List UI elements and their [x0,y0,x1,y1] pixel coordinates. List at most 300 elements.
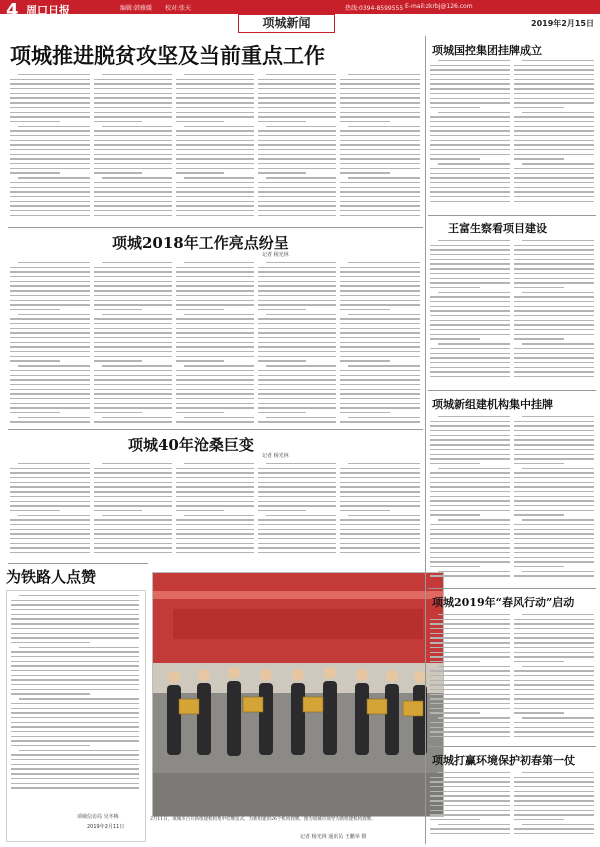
text-line-placeholder [94,149,172,150]
text-line-placeholder [514,472,594,473]
text-line-placeholder [10,271,90,272]
text-line-placeholder [514,334,594,335]
party-headline: 项城新组建机构集中挂牌 [432,398,553,411]
text-line-placeholder [514,482,594,483]
text-line-placeholder [340,552,420,553]
text-line-placeholder [10,154,90,155]
text-line-placeholder [438,292,510,293]
text-line-placeholder [94,172,142,173]
text-line-placeholder [11,642,90,643]
text-line-placeholder [176,140,254,141]
text-line-placeholder [514,703,594,704]
text-line-placeholder [176,482,254,483]
text-line-placeholder [176,398,254,399]
text-line-placeholder [514,500,594,501]
text-line-placeholder [176,501,254,502]
text-line-placeholder [176,309,224,310]
text-line-placeholder [340,393,420,394]
text-line-placeholder [176,510,224,511]
article-2018-col-4 [258,262,336,427]
text-line-placeholder [258,97,336,98]
text-line-placeholder [514,529,594,530]
env-col-1 [430,772,510,842]
text-line-placeholder [430,810,510,811]
text-line-placeholder [430,703,510,704]
text-line-placeholder [514,116,594,117]
text-line-placeholder [430,306,510,307]
text-line-placeholder [430,633,510,634]
text-line-placeholder [340,482,420,483]
text-line-placeholder [438,519,510,520]
text-line-placeholder [340,168,420,169]
text-line-placeholder [258,205,336,206]
text-line-placeholder [94,482,172,483]
guokong-col-1 [430,60,510,210]
guokong-col-2 [514,60,594,210]
text-line-placeholder [94,163,172,164]
text-line-placeholder [10,187,90,188]
text-line-placeholder [514,675,594,676]
text-line-placeholder [430,334,510,335]
text-line-placeholder [10,267,90,268]
text-line-placeholder [94,187,172,188]
text-line-placeholder [340,370,420,371]
text-line-placeholder [10,93,90,94]
text-line-placeholder [258,93,336,94]
text-line-placeholder [176,318,254,319]
text-line-placeholder [340,205,420,206]
text-line-placeholder [430,430,510,431]
text-line-placeholder [18,515,90,516]
text-line-placeholder [430,491,510,492]
text-line-placeholder [10,332,90,333]
text-line-placeholder [258,505,336,506]
text-line-placeholder [94,472,172,473]
text-line-placeholder [438,163,510,164]
text-line-placeholder [176,267,254,268]
text-line-placeholder [266,177,336,178]
text-line-placeholder [514,477,594,478]
text-line-placeholder [176,79,254,80]
text-line-placeholder [340,295,420,296]
text-line-placeholder [258,88,336,89]
text-line-placeholder [340,210,420,211]
text-line-placeholder [19,750,139,751]
text-line-placeholder [430,458,510,459]
text-line-placeholder [10,412,60,413]
text-line-placeholder [176,370,254,371]
text-line-placeholder [514,79,594,80]
text-line-placeholder [258,328,336,329]
text-line-placeholder [340,505,420,506]
text-line-placeholder [340,323,420,324]
text-line-placeholder [340,547,420,548]
text-line-placeholder [258,342,336,343]
ceremony-photo [152,572,444,817]
divider [8,429,423,430]
text-line-placeholder [176,384,254,385]
text-line-placeholder [340,375,420,376]
column-title: 项城新闻 [238,14,335,33]
text-line-placeholder [340,158,420,159]
text-line-placeholder [514,819,564,820]
text-line-placeholder [430,543,510,544]
text-line-placeholder [11,628,139,629]
text-line-placeholder [514,454,594,455]
text-line-placeholder [514,140,594,141]
text-line-placeholder [430,173,510,174]
text-line-placeholder [430,130,510,131]
text-line-placeholder [11,675,139,676]
text-line-placeholder [438,772,510,773]
text-line-placeholder [94,201,172,202]
text-line-placeholder [430,698,510,699]
text-line-placeholder [11,679,139,680]
text-line-placeholder [94,547,172,548]
text-line-placeholder [94,496,172,497]
text-line-placeholder [94,407,172,408]
text-line-placeholder [176,116,254,117]
text-line-placeholder [10,547,90,548]
text-line-placeholder [94,421,172,422]
text-line-placeholder [184,126,254,127]
text-line-placeholder [430,533,510,534]
text-line-placeholder [11,614,139,615]
text-line-placeholder [430,140,510,141]
text-line-placeholder [11,722,139,723]
text-line-placeholder [258,543,336,544]
text-line-placeholder [11,661,139,662]
text-line-placeholder [258,83,336,84]
text-line-placeholder [522,468,594,469]
text-line-placeholder [514,158,564,159]
text-line-placeholder [18,262,90,263]
text-line-placeholder [10,116,90,117]
text-line-placeholder [514,338,564,339]
spring-col-1 [430,614,510,744]
text-line-placeholder [438,614,510,615]
article-40-col-4 [258,463,336,561]
text-line-placeholder [94,97,172,98]
text-line-placeholder [184,515,254,516]
text-line-placeholder [258,144,336,145]
text-line-placeholder [94,102,172,103]
text-line-placeholder [430,296,510,297]
text-line-placeholder [94,271,172,272]
text-line-placeholder [438,112,510,113]
text-line-placeholder [258,384,336,385]
text-line-placeholder [430,833,510,834]
text-line-placeholder [11,740,139,741]
text-line-placeholder [94,538,172,539]
text-line-placeholder [258,201,336,202]
text-line-placeholder [430,800,510,801]
text-line-placeholder [94,519,172,520]
text-line-placeholder [176,88,254,89]
text-line-placeholder [340,116,420,117]
text-line-placeholder [176,154,254,155]
text-line-placeholder [94,83,172,84]
wangfu-col-1 [430,240,510,385]
text-line-placeholder [522,824,594,825]
text-line-placeholder [340,412,390,413]
text-line-placeholder [514,514,564,515]
text-line-placeholder [430,439,510,440]
text-line-placeholder [430,102,510,103]
text-line-placeholder [514,353,594,354]
text-line-placeholder [430,524,510,525]
main-article-col-1 [10,74,90,224]
text-line-placeholder [10,281,90,282]
text-line-placeholder [258,524,336,525]
text-line-placeholder [10,552,90,553]
text-line-placeholder [514,348,594,349]
text-line-placeholder [184,365,254,366]
text-line-placeholder [514,458,594,459]
text-line-placeholder [430,736,510,737]
text-line-placeholder [10,538,90,539]
byline-2018: 记者 杨光林 [262,252,289,258]
text-line-placeholder [514,329,594,330]
text-line-placeholder [94,389,172,390]
text-line-placeholder [430,482,510,483]
text-line-placeholder [430,182,510,183]
text-line-placeholder [10,398,90,399]
text-line-placeholder [340,346,420,347]
text-line-placeholder [514,619,594,620]
text-line-placeholder [430,168,510,169]
text-line-placeholder [94,337,172,338]
text-line-placeholder [514,652,594,653]
text-line-placeholder [258,309,306,310]
text-line-placeholder [94,191,172,192]
text-line-placeholder [514,689,594,690]
text-line-placeholder [348,515,420,516]
text-line-placeholder [340,519,420,520]
text-line-placeholder [94,285,172,286]
text-line-placeholder [102,262,172,263]
text-line-placeholder [11,623,139,624]
text-line-placeholder [430,547,510,548]
text-line-placeholder [176,389,254,390]
text-line-placeholder [430,496,510,497]
text-line-placeholder [340,107,420,108]
text-line-placeholder [340,332,420,333]
text-line-placeholder [10,309,60,310]
text-line-placeholder [10,304,90,305]
text-line-placeholder [340,510,390,511]
text-line-placeholder [258,547,336,548]
text-line-placeholder [184,74,254,75]
text-line-placeholder [176,158,254,159]
text-line-placeholder [10,323,90,324]
text-line-placeholder [10,135,90,136]
guokong-headline: 项城国控集团挂牌成立 [432,44,542,57]
text-line-placeholder [430,107,480,108]
text-line-placeholder [94,210,172,211]
text-line-placeholder [176,412,224,413]
text-line-placeholder [11,787,139,788]
text-line-placeholder [10,519,90,520]
text-line-placeholder [430,154,510,155]
text-line-placeholder [94,318,172,319]
text-line-placeholder [176,346,254,347]
text-line-placeholder [430,454,510,455]
text-line-placeholder [94,393,172,394]
text-line-placeholder [176,163,254,164]
text-line-placeholder [430,472,510,473]
text-line-placeholder [430,514,480,515]
text-line-placeholder [514,357,594,358]
text-line-placeholder [340,342,420,343]
text-line-placeholder [430,371,510,372]
text-line-placeholder [11,768,139,769]
text-line-placeholder [258,285,336,286]
text-line-placeholder [10,370,90,371]
text-line-placeholder [438,468,510,469]
main-article-col-2 [94,74,172,224]
text-line-placeholder [340,472,420,473]
text-line-placeholder [430,647,510,648]
text-line-placeholder [176,323,254,324]
text-line-placeholder [94,524,172,525]
text-line-placeholder [258,519,336,520]
text-line-placeholder [176,295,254,296]
text-line-placeholder [514,362,594,363]
text-line-placeholder [258,398,336,399]
text-line-placeholder [176,191,254,192]
text-line-placeholder [340,172,390,173]
text-line-placeholder [340,309,390,310]
text-line-placeholder [176,182,254,183]
text-line-placeholder [514,828,594,829]
text-line-placeholder [514,712,564,713]
text-line-placeholder [11,604,139,605]
text-line-placeholder [258,102,336,103]
text-line-placeholder [430,329,510,330]
text-line-placeholder [10,501,90,502]
text-line-placeholder [348,314,420,315]
text-line-placeholder [514,296,594,297]
text-line-placeholder [522,163,594,164]
text-line-placeholder [514,543,594,544]
text-line-placeholder [258,182,336,183]
text-line-placeholder [176,172,224,173]
text-line-placeholder [94,158,172,159]
text-line-placeholder [258,107,336,108]
text-line-placeholder [430,656,510,657]
text-line-placeholder [94,135,172,136]
text-line-placeholder [430,98,510,99]
text-line-placeholder [430,149,510,150]
text-line-placeholder [94,276,172,277]
proofreader-label: 校对:张天 [165,5,192,12]
text-line-placeholder [258,351,336,352]
text-line-placeholder [266,74,336,75]
text-line-placeholder [176,524,254,525]
text-line-placeholder [514,182,594,183]
text-line-placeholder [430,449,510,450]
text-line-placeholder [176,304,254,305]
text-line-placeholder [340,112,420,113]
text-line-placeholder [514,698,594,699]
text-line-placeholder [258,79,336,80]
text-line-placeholder [184,463,254,464]
text-line-placeholder [176,300,254,301]
text-line-placeholder [430,338,480,339]
text-line-placeholder [514,376,594,377]
text-line-placeholder [94,342,172,343]
text-line-placeholder [94,290,172,291]
text-line-placeholder [176,107,254,108]
text-line-placeholder [10,112,90,113]
text-line-placeholder [340,88,420,89]
text-line-placeholder [430,65,510,66]
text-line-placeholder [11,731,139,732]
text-line-placeholder [258,300,336,301]
text-line-placeholder [430,254,510,255]
text-line-placeholder [514,463,564,464]
main-headline: 项城推进脱贫攻坚及当前重点工作 [10,43,325,68]
text-line-placeholder [430,191,510,192]
text-line-placeholder [11,703,139,704]
text-line-placeholder [514,93,594,94]
text-line-placeholder [10,403,90,404]
party-col-1 [430,416,510,584]
text-line-placeholder [258,276,336,277]
text-line-placeholder [348,74,420,75]
text-line-placeholder [514,371,594,372]
text-line-placeholder [430,575,510,576]
text-line-placeholder [430,463,480,464]
text-line-placeholder [258,472,336,473]
text-line-placeholder [340,360,390,361]
text-line-placeholder [514,722,594,723]
masthead-red-bar [0,0,600,14]
spring-headline: 项城2019年“春风行动”启动 [432,596,575,609]
text-line-placeholder [94,468,172,469]
text-line-placeholder [430,362,510,363]
text-line-placeholder [430,348,510,349]
text-line-placeholder [340,304,420,305]
text-line-placeholder [430,722,510,723]
article-40-col-2 [94,463,172,561]
text-line-placeholder [94,205,172,206]
text-line-placeholder [10,144,90,145]
text-line-placeholder [340,102,420,103]
text-line-placeholder [340,276,420,277]
text-line-placeholder [266,126,336,127]
text-line-placeholder [258,163,336,164]
text-line-placeholder [11,736,139,737]
text-line-placeholder [10,328,90,329]
text-line-placeholder [340,300,420,301]
text-line-placeholder [94,215,172,216]
text-line-placeholder [430,795,510,796]
text-line-placeholder [11,656,139,657]
text-line-placeholder [430,435,510,436]
text-line-placeholder [430,177,510,178]
text-line-placeholder [258,491,336,492]
text-line-placeholder [430,263,510,264]
text-line-placeholder [176,552,254,553]
text-line-placeholder [94,360,142,361]
text-line-placeholder [514,633,594,634]
text-line-placeholder [522,571,594,572]
text-line-placeholder [10,379,90,380]
text-line-placeholder [94,182,172,183]
text-line-placeholder [340,384,420,385]
